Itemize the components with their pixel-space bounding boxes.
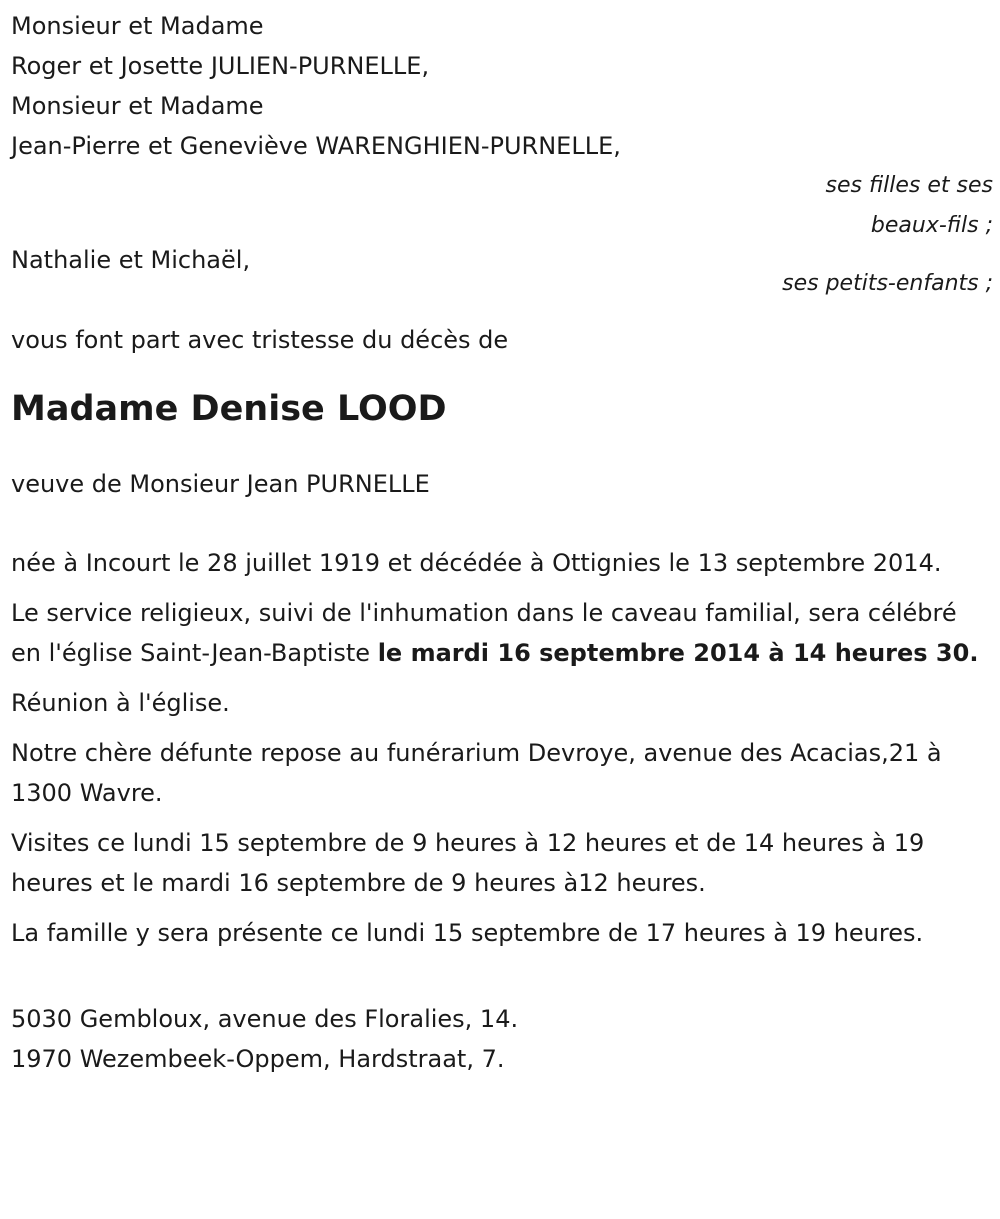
relation-daughters-line1: ses filles et ses: [825, 173, 993, 198]
service-info: [11, 593, 993, 673]
relation-daughters-line2: beaux-fils ;: [870, 213, 993, 238]
service-date: le mardi 16 septembre 2014 à 14 heures 30.: [377, 639, 979, 667]
address-1: 5030 Gembloux, avenue des Floralies, 14.: [11, 1005, 519, 1033]
daughter2-title: Monsieur et Madame: [11, 92, 264, 120]
reunion-info: Réunion à l'église.: [11, 689, 230, 717]
daughter1-names: Roger et Josette JULIEN-PURNELLE,: [11, 52, 430, 80]
daughter2-names: Jean-Pierre et Geneviève WARENGHIEN-PURNELLE,: [11, 132, 621, 160]
addresses-block: [11, 999, 993, 1079]
birth-death-info: née à Incourt le 28 juillet 1919 et décédée à Ottignies le 13 septembre 2014.: [11, 549, 942, 577]
family-presence-info: La famille y sera présente ce lundi 15 septembre de 17 heures à 19 heures.: [11, 919, 924, 947]
address-2: 1970 Wezembeek-Oppem, Hardstraat, 7.: [11, 1045, 505, 1073]
announcement-intro: vous font part avec tristesse du décès de: [11, 326, 509, 354]
daughter1-title: Monsieur et Madame: [11, 12, 264, 40]
funeral-home-info: Notre chère défunte repose au funérarium Devroye, avenue des Acacias,21 à 1300 Wavre.: [11, 739, 942, 807]
service-text: Le service religieux, suivi de l'inhumation dans le caveau familial, sera célébré en l'église Saint-Jean-Baptiste: [11, 599, 957, 667]
visits-info: Visites ce lundi 15 septembre de 9 heures à 12 heures et de 14 heures à 19 heures et le mardi 16 septembre de 9 heures à12 heures.: [11, 829, 925, 897]
deceased-name: Madame Denise LOOD: [11, 389, 447, 429]
relation-grandchildren: ses petits-enfants ;: [782, 271, 993, 296]
widow-of: veuve de Monsieur Jean PURNELLE: [11, 470, 430, 498]
obituary-notice: [11, 6, 993, 1079]
grandchildren-names: Nathalie et Michaël,: [11, 246, 251, 274]
